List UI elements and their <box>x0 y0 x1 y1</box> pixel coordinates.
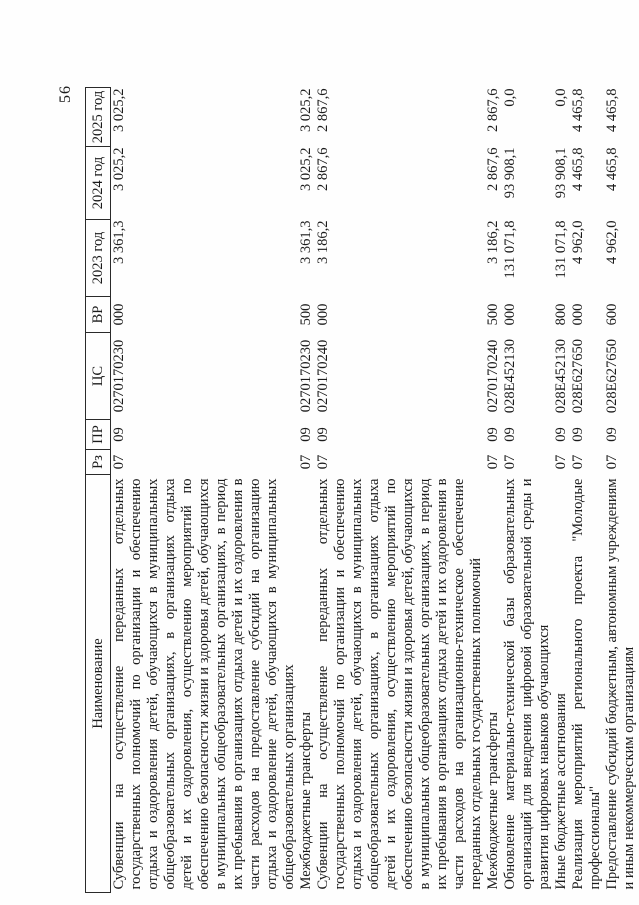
col-header-cs: ЦС <box>86 333 111 420</box>
cell-cs-code: 028E452130 <box>553 338 569 414</box>
cell-cs-code: 0270170240 <box>485 339 501 413</box>
cell-vr-code: 000 <box>502 303 518 326</box>
cell-2024-value: 2 867,6 <box>315 147 331 191</box>
cell-2024-value: 4 465,8 <box>604 147 620 191</box>
table-row <box>604 88 638 893</box>
table-row <box>485 88 502 893</box>
cell-name: Обновление материально-технической базы образовательных организаций для внедрения цифровой образовательной среды и развития цифровых навыков обучающихся <box>502 478 552 890</box>
budget-table <box>85 87 638 893</box>
cell-pr-code: 09 <box>111 427 127 442</box>
cell-cs-code: 0270170240 <box>315 339 331 413</box>
cell-vr-code: 000 <box>111 303 127 326</box>
cell-2025-value: 3 025,2 <box>111 88 127 132</box>
cell-rz-code: 07 <box>502 454 518 470</box>
col-header-pr: ПР <box>86 420 111 450</box>
col-header-2025: 2025 год <box>86 88 111 147</box>
cell-cs-code: 0270170230 <box>111 339 127 413</box>
cell-rz-code: 07 <box>111 454 127 470</box>
cell-rz-code: 07 <box>553 454 569 470</box>
cell-name: Реализация мероприятий регионального проекта "Молодые профессионалы" <box>570 478 603 890</box>
cell-2023-value: 3 361,3 <box>298 220 314 264</box>
cell-pr-code: 09 <box>298 427 314 442</box>
cell-cs-code: 0270170230 <box>298 339 314 413</box>
cell-pr-code: 09 <box>315 427 331 442</box>
cell-2024-value: 3 025,2 <box>298 147 314 191</box>
cell-2025-value: 3 025,2 <box>298 88 314 132</box>
cell-cs-code: 028E627650 <box>570 338 586 414</box>
cell-pr-code: 09 <box>502 427 518 442</box>
cell-name: Предоставление субсидий бюджетным, автономным учреждениям и иным некоммерческим организациям <box>604 478 637 890</box>
cell-cs-code: 028E452130 <box>502 338 518 414</box>
cell-2024-value: 2 867,6 <box>485 147 501 191</box>
cell-2025-value: 2 867,6 <box>315 88 331 132</box>
cell-name: Субвенции на осуществление переданных отдельных государственных полномочий по организации и обеспечению отдыха и оздоровления детей, обучающихся в муниципальных общеобразовательных организациях, в организациях отдыха детей и их оздоровления, осуществлению мероприятий по обеспечению безопасности жизни и здоровья детей, обучающихся в муниципальных общеобразовательных организациях, в период их пребывания в организациях отдыха детей и их оздоровления в части расходов на организационно-техническое обеспечение переданных отдельных государственных полномочий <box>315 478 484 890</box>
cell-2023-value: 4 962,0 <box>570 220 586 264</box>
col-header-2023: 2023 год <box>86 220 111 297</box>
table-row <box>553 88 570 893</box>
cell-rz-code: 07 <box>570 454 586 470</box>
cell-rz-code: 07 <box>604 454 620 470</box>
col-header-vr: ВР <box>86 297 111 333</box>
col-header-rz: Рз <box>86 450 111 475</box>
cell-2025-value: 4 465,8 <box>604 88 620 132</box>
cell-2023-value: 131 071,8 <box>502 220 518 279</box>
table-row <box>570 88 604 893</box>
cell-2023-value: 131 071,8 <box>553 220 569 279</box>
cell-2024-value: 93 908,1 <box>502 147 518 199</box>
cell-name: Субвенции на осуществление переданных отдельных государственных полномочий по организации и обеспечению отдыха и оздоровления детей, обучающихся в муниципальных общеобразовательных организациях, в организациях отдыха детей и их оздоровления, осуществлению мероприятий по обеспечению безопасности жизни и здоровья детей, обучающихся в муниципальных общеобразовательных организациях, в период их пребывания в организациях отдыха детей и их оздоровления в части расходов на предоставление субсидий на организацию отдыха и оздоровление детей, обучающихся в муниципальных общеобразовательных организациях <box>111 478 297 890</box>
cell-2025-value: 0,0 <box>502 88 518 107</box>
cell-pr-code: 09 <box>604 427 620 442</box>
col-header-2024: 2024 год <box>86 147 111 220</box>
table-row <box>502 88 553 893</box>
cell-rz-code: 07 <box>315 454 331 470</box>
cell-vr-code: 500 <box>298 303 314 326</box>
table-row <box>298 88 315 893</box>
table-header-row <box>86 88 111 893</box>
table-row <box>111 88 299 893</box>
cell-2024-value: 4 465,8 <box>570 147 586 191</box>
cell-name: Иные бюджетные ассигнования <box>553 693 569 890</box>
cell-2023-value: 3 186,2 <box>315 220 331 264</box>
cell-vr-code: 600 <box>604 303 620 326</box>
cell-pr-code: 09 <box>485 427 501 442</box>
cell-2025-value: 4 465,8 <box>570 88 586 132</box>
cell-vr-code: 000 <box>570 303 586 326</box>
cell-vr-code: 800 <box>553 303 569 326</box>
cell-2023-value: 4 962,0 <box>604 220 620 264</box>
cell-2025-value: 2 867,6 <box>485 88 501 132</box>
cell-name: Межбюджетные трансферты <box>298 711 314 890</box>
cell-2025-value: 0,0 <box>553 88 569 107</box>
cell-2024-value: 93 908,1 <box>553 147 569 199</box>
table-row <box>315 88 485 893</box>
cell-2023-value: 3 186,2 <box>485 220 501 264</box>
cell-rz-code: 07 <box>298 454 314 470</box>
cell-rz-code: 07 <box>485 454 501 470</box>
cell-name: Межбюджетные трансферты <box>485 711 501 890</box>
cell-vr-code: 500 <box>485 303 501 326</box>
cell-pr-code: 09 <box>553 427 569 442</box>
cell-cs-code: 028E627650 <box>604 338 620 414</box>
cell-pr-code: 09 <box>570 427 586 442</box>
cell-2023-value: 3 361,3 <box>111 220 127 264</box>
cell-2024-value: 3 025,2 <box>111 147 127 191</box>
col-header-name: Наименование <box>86 475 111 893</box>
cell-vr-code: 000 <box>315 303 331 326</box>
page-number: 56 <box>57 85 74 103</box>
